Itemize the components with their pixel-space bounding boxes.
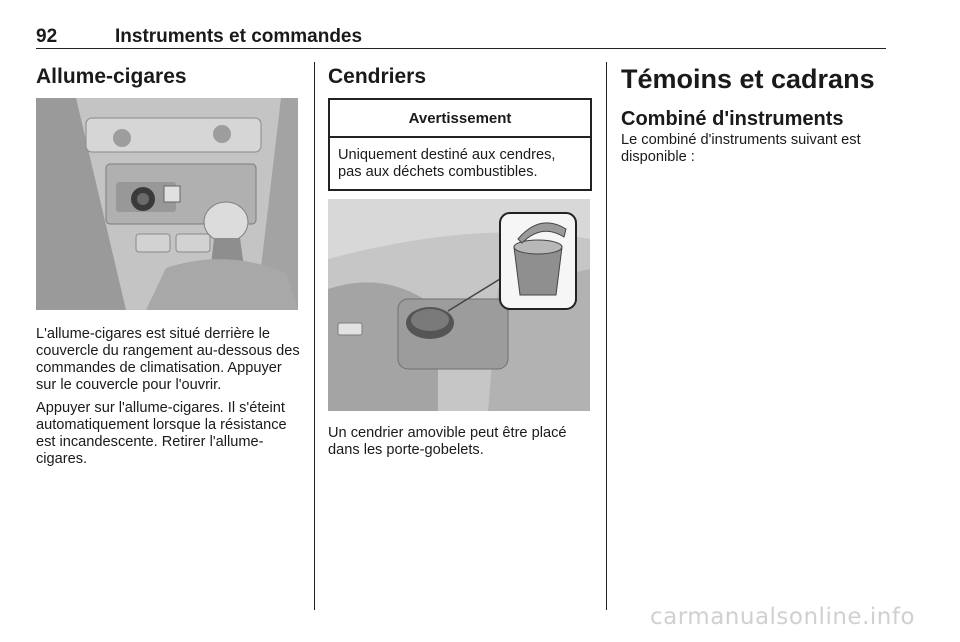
warning-body: Uniquement destiné aux cendres, pas aux déchets combustibles. [338, 147, 556, 180]
paragraph: L'allume-cigares est situé derrière le couvercle du rangement au-dessous des commandes de climatisation. Appuyer sur le couvercle pour l'ouvrir. [36, 326, 300, 393]
column-cigarette-lighter [36, 62, 300, 474]
subsection-heading: Combiné d'instruments [621, 108, 844, 130]
paragraph: Le combiné d'instruments suivant est disponible : [621, 132, 861, 165]
paragraph: Appuyer sur l'allume-cigares. Il s'éteint automatiquement lorsque la résistance est incandescente. Retirer l'allume-cigares. [36, 400, 287, 467]
warning-title: Avertissement [330, 100, 590, 138]
watermark: carmanualsonline.info [650, 604, 916, 630]
running-title: Instruments et commandes [115, 26, 363, 47]
chapter-heading: Témoins et cadrans [621, 64, 875, 94]
cigarette-lighter-figure [36, 98, 298, 310]
column-divider [314, 62, 315, 610]
page-header [36, 22, 886, 49]
column-ashtrays [328, 62, 592, 465]
paragraph: Un cendrier amovible peut être placé dans les porte-gobelets. [328, 425, 567, 458]
column-instruments [621, 62, 889, 172]
warning-box [328, 98, 592, 191]
section-heading: Cendriers [328, 65, 427, 88]
column-divider [606, 62, 607, 610]
section-heading: Allume-cigares [36, 65, 187, 88]
ashtray-figure [328, 199, 590, 411]
ashtray-illustration [328, 199, 590, 411]
cigarette-lighter-illustration [36, 98, 298, 310]
page-number: 92 [36, 26, 58, 47]
